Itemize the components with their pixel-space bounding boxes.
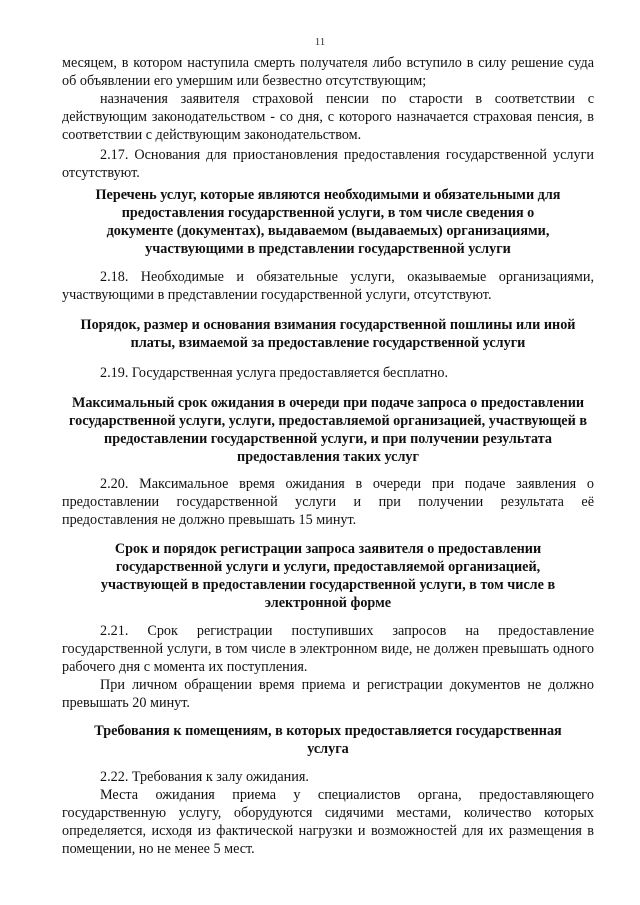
- heading-required-services: Перечень услуг, которые являются необходимыми и обязательными для предоставления государственной услуги, в том числе сведения о документе (документах), выдаваемом (выдаваемых) организациями, участвующими в представлении государственной услуги: [95, 187, 561, 257]
- heading-state-fee: Порядок, размер и основания взимания государственной пошлины или иной платы, взимаемой за предоставление государственной услуги: [80, 317, 576, 351]
- paragraph-2-22: 2.22. Требования к залу ожидания.: [100, 769, 309, 785]
- paragraph-pension-assignment: назначения заявителя страховой пенсии по старости в соответствии с действующим законодательством - со дня, с которого назначается страховая пенсия, в соответствии с действующим законодательством.: [62, 91, 594, 143]
- paragraph-2-17: 2.17. Основания для приостановления предоставления государственной услуги отсутствуют.: [62, 147, 594, 181]
- paragraph-continuation: месяцем, в котором наступила смерть получателя либо вступило в силу решение суда об объявлении его умершим или безвестно отсутствующим;: [62, 55, 594, 89]
- paragraph-2-18: 2.18. Необходимые и обязательные услуги, оказываемые организациями, участвующими в представлении государственной услуги, отсутствуют.: [62, 269, 594, 303]
- paragraph-2-19: 2.19. Государственная услуга предоставляется бесплатно.: [100, 365, 449, 381]
- paragraph-personal-visit: При личном обращении время приема и регистрации документов не должно превышать 20 минут.: [62, 677, 594, 711]
- heading-max-wait-time: Максимальный срок ожидания в очереди при подаче запроса о предоставлении государственной услуги, услуги, предоставляемой организацией, участвующей в предоставлении государственной услуги, и при получении результата предоставления таких услуг: [69, 395, 587, 465]
- paragraph-2-21: 2.21. Срок регистрации поступивших запросов на предоставление государственной услуги, в том числе в электронном виде, не должен превышать одного рабочего дня с момента их поступления.: [62, 623, 594, 675]
- paragraph-waiting-places: Места ожидания приема у специалистов органа, предоставляющего государственную услугу, оборудуются сидячими местами, количество которых определяется, исходя из фактической нагрузки и возможностей для их размещения в помещении, но не менее 5 мест.: [62, 787, 594, 857]
- heading-request-registration: Срок и порядок регистрации запроса заявителя о предоставлении государственной услуги и услуги, предоставляемой организацией, участвующей в предоставлении государственной услуги, в том числе в электронной форме: [100, 541, 556, 611]
- page-number: 11: [314, 36, 326, 48]
- heading-premises-requirements: Требования к помещениям, в которых предоставляется государственная услуга: [94, 723, 562, 757]
- paragraph-2-20: 2.20. Максимальное время ожидания в очереди при подаче заявления о предоставлении государственной услуги и при получении результата её предоставления не должно превышать 15 минут.: [62, 476, 594, 528]
